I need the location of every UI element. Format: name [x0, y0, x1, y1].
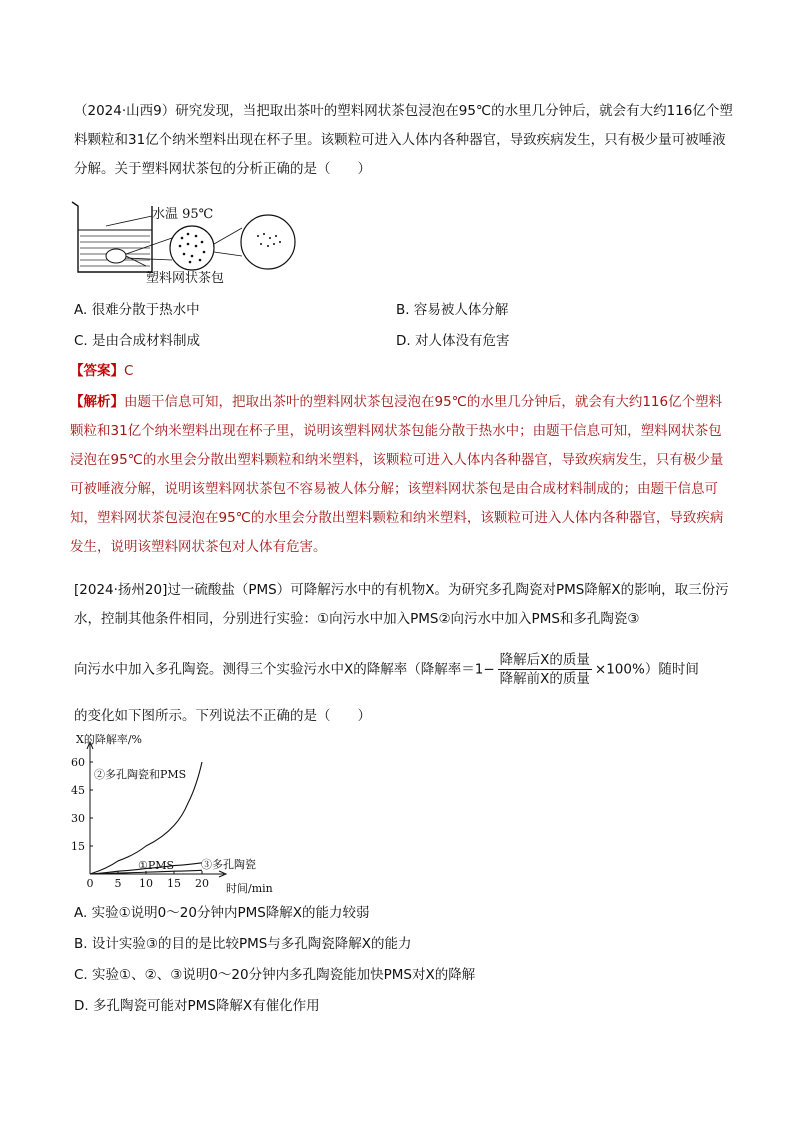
q1-option-b: B. 容易被人体分解	[396, 302, 509, 318]
x-tick-label: 5	[114, 877, 122, 890]
teabag-shape	[106, 249, 126, 263]
q2-option-c: C. 实验①、②、③说明0～20分钟内多孔陶瓷能加快PMS对X的降解	[74, 967, 476, 983]
x-tick-label: 20	[195, 877, 209, 890]
q1-stem: （2024·山西9）研究发现，当把取出茶叶的塑料网状茶包浸泡在95℃的水里几分钟后，就会有大约116亿个塑料颗粒和31亿个纳米塑料出现在杯子里。该颗粒可进入人体内各种器官，导致疾病发生，只有极少量可被唾液分解。关于塑料网状茶包的分析正确的是（ ）	[74, 103, 733, 177]
q1-figure	[68, 194, 308, 290]
x-tick-label: 10	[139, 877, 153, 890]
q2-stem-part4: 的变化如下图所示。下列说法不正确的是（ ）	[74, 708, 371, 724]
legend-series-1: ①PMS	[138, 859, 175, 872]
answer-value: C	[124, 363, 134, 379]
q1-option-a: A. 很难分散于热水中	[74, 302, 200, 318]
q2-stem-part2: 向污水中加入多孔陶瓷。测得三个实验污水中X的降解率（降解率＝1−	[74, 661, 495, 678]
q2-option-a: A. 实验①说明0～20分钟内PMS降解X的能力较弱	[74, 905, 370, 921]
degradation-chart	[58, 728, 288, 896]
y-axis-label: X的降解率/%	[76, 733, 142, 746]
q1-option-d: D. 对人体没有危害	[396, 333, 510, 349]
q2-stem-part1: [2024·扬州20]过一硫酸盐（PMS）可降解污水中的有机物X。为研究多孔陶瓷对PMS降解X的影响，取三份污水，控制其他条件相同，分别进行实验：①向污水中加入PMS②向污水中加入PMS和多孔陶瓷③	[74, 582, 729, 627]
q2-stem-formula-line	[74, 651, 734, 688]
x-tick-label: 15	[167, 877, 181, 890]
fraction-denominator: 降解前X的质量	[499, 671, 590, 687]
x-axis-label: 时间/min	[226, 882, 273, 895]
zoom-circle-2	[241, 215, 295, 269]
y-tick-label: 30	[71, 812, 85, 825]
answer-label: 【答案】	[70, 363, 124, 379]
y-tick-label: 45	[71, 784, 85, 797]
fraction-numerator: 降解后X的质量	[499, 652, 590, 668]
fraction	[498, 651, 592, 688]
analysis-label: 【解析】	[70, 394, 124, 410]
label-teabag: 塑料网状茶包	[146, 271, 225, 286]
q2-stem-part3: ×100%）随时间	[594, 661, 699, 678]
y-tick-label: 60	[71, 756, 85, 769]
q2-option-b: B. 设计实验③的目的是比较PMS与多孔陶瓷降解X的能力	[74, 936, 412, 952]
x-tick-label: 0	[86, 877, 94, 890]
q1-option-c: C. 是由合成材料制成	[74, 333, 201, 349]
analysis-text: 由题干信息可知，把取出茶叶的塑料网状茶包浸泡在95℃的水里几分钟后，就会有大约116亿个塑料颗粒和31亿个纳米塑料出现在杯子里，说明该塑料网状茶包能分散于热水中；由题干信息可知，塑料网状茶包浸泡在95℃的水里会分散出塑料颗粒和纳米塑料，该颗粒可进入人体内各种器官，导致疾病发生，只有极少量可被唾液分解，说明该塑料网状茶包不容易被人体分解；该塑料网状茶包是由合成材料制成的；由题干信息可知，塑料网状茶包浸泡在95℃的水里会分散出塑料颗粒和纳米塑料，该颗粒可进入人体内各种器官，导致疾病发生，说明该塑料网状茶包对人体有危害。	[70, 394, 724, 555]
zoom-circle-1	[170, 226, 214, 270]
label-water-temp: 水温 95℃	[152, 207, 214, 222]
y-tick-label: 15	[71, 840, 85, 853]
legend-series-2: ②多孔陶瓷和PMS	[94, 768, 187, 781]
chart-axes	[87, 742, 226, 877]
legend-series-3: ③多孔陶瓷	[201, 858, 256, 871]
q2-option-d: D. 多孔陶瓷可能对PMS降解X有催化作用	[74, 998, 320, 1014]
q1-analysis	[70, 388, 734, 562]
q1-answer	[70, 361, 133, 381]
